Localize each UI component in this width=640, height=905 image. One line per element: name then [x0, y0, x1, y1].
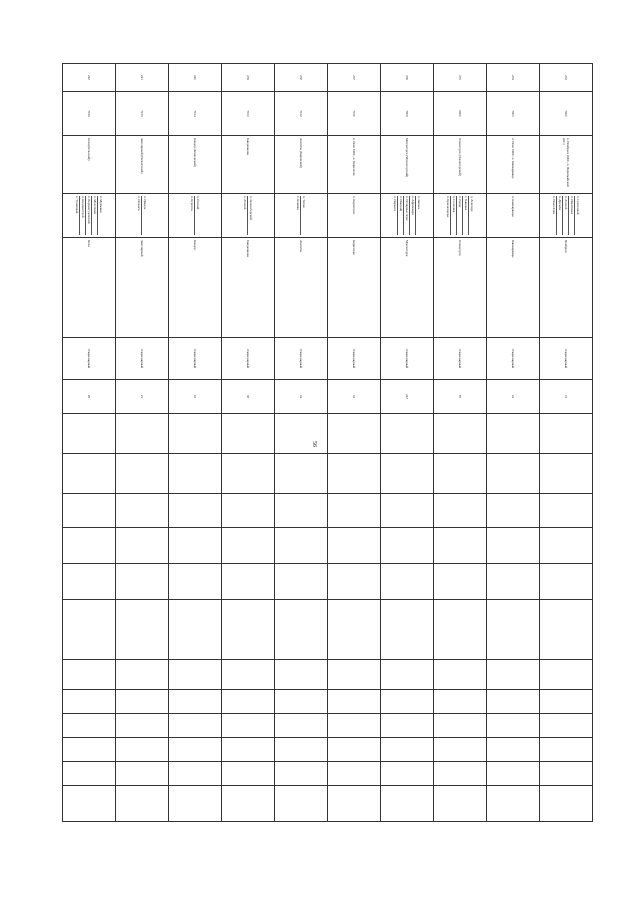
cell-type: стационарный [116, 338, 169, 380]
place-item: п. Туманный [75, 196, 79, 214]
cell-num: 236 [381, 64, 434, 92]
cell-b [222, 690, 275, 714]
cell-d [540, 738, 593, 762]
cell-desc [63, 414, 116, 454]
rotated-table [63, 63, 593, 878]
cell-addr: Апатиты [275, 238, 328, 338]
place-item: п. Мурмаши [98, 196, 104, 235]
cell-type: стационарный [328, 338, 381, 380]
cell-a [63, 660, 116, 690]
cell-desc [222, 414, 275, 454]
cell-a [275, 660, 328, 690]
cell-d [63, 738, 116, 762]
cell-area: 38 [222, 380, 275, 414]
cell-base [169, 786, 222, 822]
cell-b [116, 690, 169, 714]
cell-num: 242 [63, 64, 116, 92]
cell-own [222, 454, 275, 494]
cell-type: стационарный [381, 338, 434, 380]
cell-obj [328, 564, 381, 600]
cell-b [540, 690, 593, 714]
cell-d [222, 738, 275, 762]
cell-obj [275, 564, 328, 600]
cell-d [381, 738, 434, 762]
cell-a [381, 660, 434, 690]
place-item: п. Кириллово [352, 196, 356, 215]
page-number: 56 [311, 441, 317, 447]
cell-d [328, 738, 381, 762]
cell-desc [434, 414, 487, 454]
cell-form [434, 494, 487, 528]
cell-addr: Мончегорск [381, 238, 434, 338]
cell-name: Заполярный (Печенгский) [116, 136, 169, 194]
place-item: п. Краснощелье [446, 196, 450, 218]
cell-places [434, 194, 487, 238]
cell-addr: Оленегорск [434, 238, 487, 338]
cell-form [169, 494, 222, 528]
cell-places [169, 194, 222, 238]
cell-base [381, 786, 434, 822]
cell-d [434, 738, 487, 762]
place-item: п. Печенга [137, 196, 141, 211]
cell-desc [540, 414, 593, 454]
cell-code: 7012 [275, 92, 328, 136]
cell-code: 7016 [63, 92, 116, 136]
place-item: п. Ёнский [195, 196, 201, 235]
cell-type: стационарный [222, 338, 275, 380]
place-item: п. Совхозный [575, 196, 581, 235]
cell-area: 32 [328, 380, 381, 414]
cell-own [328, 454, 381, 494]
place-item: п. Килдинстрой [80, 196, 86, 235]
cell-obj [222, 564, 275, 600]
cell-c [116, 714, 169, 738]
rotated-table-wrapper [63, 63, 593, 878]
table-row [434, 64, 487, 879]
cell-kind [169, 528, 222, 564]
cell-base [63, 786, 116, 822]
cell-c [434, 714, 487, 738]
cell-addr: Кашкаранцы [487, 238, 540, 338]
cell-form [540, 494, 593, 528]
cell-name: п. Ново ОФС, п. Кашкаранцы [487, 136, 540, 194]
cell-date [381, 762, 434, 786]
place-item: п. Ревда [457, 196, 463, 235]
cell-b [381, 690, 434, 714]
place-item: с. Каневка [463, 196, 469, 235]
cell-area: 18 [169, 380, 222, 414]
cell-kind [434, 528, 487, 564]
cell-places [275, 194, 328, 238]
place-item: п. Лесной [243, 196, 247, 210]
cell-desc [169, 414, 222, 454]
table-row [169, 64, 222, 879]
cell-num: 239 [222, 64, 275, 92]
cell-kind [275, 528, 328, 564]
cell-a [434, 660, 487, 690]
place-item: п. Молочный [92, 196, 98, 235]
cell-area: 21 [116, 380, 169, 414]
cell-code: 7000 [540, 92, 593, 136]
cell-kind [328, 528, 381, 564]
cell-c [328, 714, 381, 738]
place-item: п. Никитовка [569, 196, 575, 235]
cell-own [275, 454, 328, 494]
cell-desc [381, 414, 434, 454]
cell-own [169, 454, 222, 494]
cell-qty [222, 600, 275, 660]
cell-c [487, 714, 540, 738]
place-item: п. Верхнетуломский [86, 196, 92, 235]
cell-qty [275, 600, 328, 660]
table-row [540, 64, 593, 879]
cell-own [116, 454, 169, 494]
cell-area: 24 [487, 380, 540, 414]
cell-d [275, 738, 328, 762]
cell-b [275, 690, 328, 714]
cell-places [487, 194, 540, 238]
table-row [328, 64, 381, 879]
cell-date [275, 762, 328, 786]
cell-area: 85 [434, 380, 487, 414]
cell-date [328, 762, 381, 786]
cell-places [222, 194, 275, 238]
cell-date [169, 762, 222, 786]
cell-addr: Ноябрьск [540, 238, 593, 338]
place-item: д. Ловозеро [469, 196, 475, 235]
cell-date [222, 762, 275, 786]
place-item: п. Коашва [296, 196, 300, 210]
cell-own [381, 454, 434, 494]
cell-base [434, 786, 487, 822]
cell-places [328, 194, 381, 238]
cell-c [275, 714, 328, 738]
cell-a [487, 660, 540, 690]
cell-b [169, 690, 222, 714]
cell-num: 234 [487, 64, 540, 92]
cell-addr: Кандалакша [222, 238, 275, 338]
cell-d [116, 738, 169, 762]
cell-own [434, 454, 487, 494]
cell-c [540, 714, 593, 738]
cell-desc [116, 414, 169, 454]
place-item: п. Никель [142, 196, 148, 235]
cell-name: Оленегорск (Оленегорский) [434, 136, 487, 194]
cell-num: 241 [116, 64, 169, 92]
register-table [62, 63, 593, 879]
cell-desc [328, 414, 381, 454]
cell-base [116, 786, 169, 822]
place-item: п. Кашкаранцы [511, 196, 515, 217]
cell-base [540, 786, 593, 822]
cell-obj [434, 564, 487, 600]
cell-d [487, 738, 540, 762]
cell-qty [540, 600, 593, 660]
cell-area: 72 [540, 380, 593, 414]
cell-type: стационарный [63, 338, 116, 380]
cell-code: 7013 [222, 92, 275, 136]
place-item: п. Зеленоборский [248, 196, 254, 235]
place-item: п. Лесной [563, 196, 569, 235]
place-item: п. Сосновка [451, 196, 457, 235]
cell-form [63, 494, 116, 528]
cell-form [381, 494, 434, 528]
cell-type: стационарный [169, 338, 222, 380]
cell-kind [222, 528, 275, 564]
cell-c [63, 714, 116, 738]
table-row [381, 64, 434, 879]
cell-code: 7015 [116, 92, 169, 136]
cell-own [63, 454, 116, 494]
cell-name: п. Ново ОФС, п. Кириллово [328, 136, 381, 194]
cell-addr: Заполярный [116, 238, 169, 338]
table-body [63, 64, 593, 879]
cell-obj [169, 564, 222, 600]
cell-type: стационарный [487, 338, 540, 380]
cell-date [116, 762, 169, 786]
cell-b [434, 690, 487, 714]
cell-d [169, 738, 222, 762]
cell-c [169, 714, 222, 738]
place-item: п. Дружба [557, 196, 563, 235]
cell-form [116, 494, 169, 528]
table-row [487, 64, 540, 879]
cell-form [222, 494, 275, 528]
table-row [222, 64, 275, 879]
cell-qty [328, 600, 381, 660]
cell-code: 7014 [169, 92, 222, 136]
cell-type: стационарный [540, 338, 593, 380]
cell-addr: Ковдор [169, 238, 222, 338]
cell-date [63, 762, 116, 786]
cell-qty [381, 600, 434, 660]
cell-a [540, 660, 593, 690]
cell-qty [116, 600, 169, 660]
cell-name: п. Ноябрьск ОФС, п. Первомайский (ОС) [540, 136, 593, 194]
cell-b [63, 690, 116, 714]
place-item: п. Полярные Зори [404, 196, 410, 235]
cell-desc [487, 414, 540, 454]
cell-name: Мончегорск (Мончегорский) [381, 136, 434, 194]
cell-places [63, 194, 116, 238]
cell-code: 7010 [328, 92, 381, 136]
cell-kind [381, 528, 434, 564]
table-row [116, 64, 169, 879]
place-item: п. Пиренга [393, 196, 397, 211]
cell-addr: Кириллово [328, 238, 381, 338]
cell-places [381, 194, 434, 238]
cell-places [540, 194, 593, 238]
cell-code: 7009 [381, 92, 434, 136]
cell-own [487, 454, 540, 494]
cell-places [116, 194, 169, 238]
cell-base [328, 786, 381, 822]
cell-qty [487, 600, 540, 660]
cell-num: 237 [328, 64, 381, 92]
cell-b [328, 690, 381, 714]
place-item: п. Титан [301, 196, 307, 235]
cell-kind [540, 528, 593, 564]
cell-addr: Кола [63, 238, 116, 338]
cell-desc [275, 414, 328, 454]
cell-c [381, 714, 434, 738]
place-item: п. Зашеек [416, 196, 422, 235]
cell-form [487, 494, 540, 528]
cell-base [275, 786, 328, 822]
cell-area: 247 [381, 380, 434, 414]
place-item: п. Новосёлки [552, 196, 556, 215]
cell-date [487, 762, 540, 786]
cell-b [487, 690, 540, 714]
place-item: п. Африканда [410, 196, 416, 235]
cell-form [275, 494, 328, 528]
cell-a [169, 660, 222, 690]
cell-date [540, 762, 593, 786]
cell-kind [487, 528, 540, 564]
cell-kind [116, 528, 169, 564]
cell-num: 238 [275, 64, 328, 92]
table-row [275, 64, 328, 879]
place-item: п. Нивский [398, 196, 404, 235]
cell-area: 34 [275, 380, 328, 414]
cell-name: Кандалакша [222, 136, 275, 194]
place-item: п. Куропта [190, 196, 194, 211]
cell-type: стационарный [275, 338, 328, 380]
cell-num: 233 [540, 64, 593, 92]
table-row [63, 64, 116, 879]
cell-num: 235 [434, 64, 487, 92]
cell-base [487, 786, 540, 822]
cell-code: 8000 [434, 92, 487, 136]
cell-base [222, 786, 275, 822]
cell-qty [63, 600, 116, 660]
cell-obj [116, 564, 169, 600]
cell-area: 26 [63, 380, 116, 414]
cell-code: 7005 [487, 92, 540, 136]
cell-qty [169, 600, 222, 660]
cell-c [222, 714, 275, 738]
cell-obj [487, 564, 540, 600]
cell-a [222, 660, 275, 690]
cell-name: Ковдор (Ковдорский) [169, 136, 222, 194]
cell-kind [63, 528, 116, 564]
cell-date [434, 762, 487, 786]
cell-name: Кола (Кольский) [63, 136, 116, 194]
cell-own [540, 454, 593, 494]
cell-type: стационарный [434, 338, 487, 380]
cell-obj [540, 564, 593, 600]
cell-num: 240 [169, 64, 222, 92]
cell-obj [63, 564, 116, 600]
cell-obj [381, 564, 434, 600]
cell-form [328, 494, 381, 528]
cell-a [116, 660, 169, 690]
cell-name: Апатиты (Кировский) [275, 136, 328, 194]
cell-qty [434, 600, 487, 660]
cell-a [328, 660, 381, 690]
